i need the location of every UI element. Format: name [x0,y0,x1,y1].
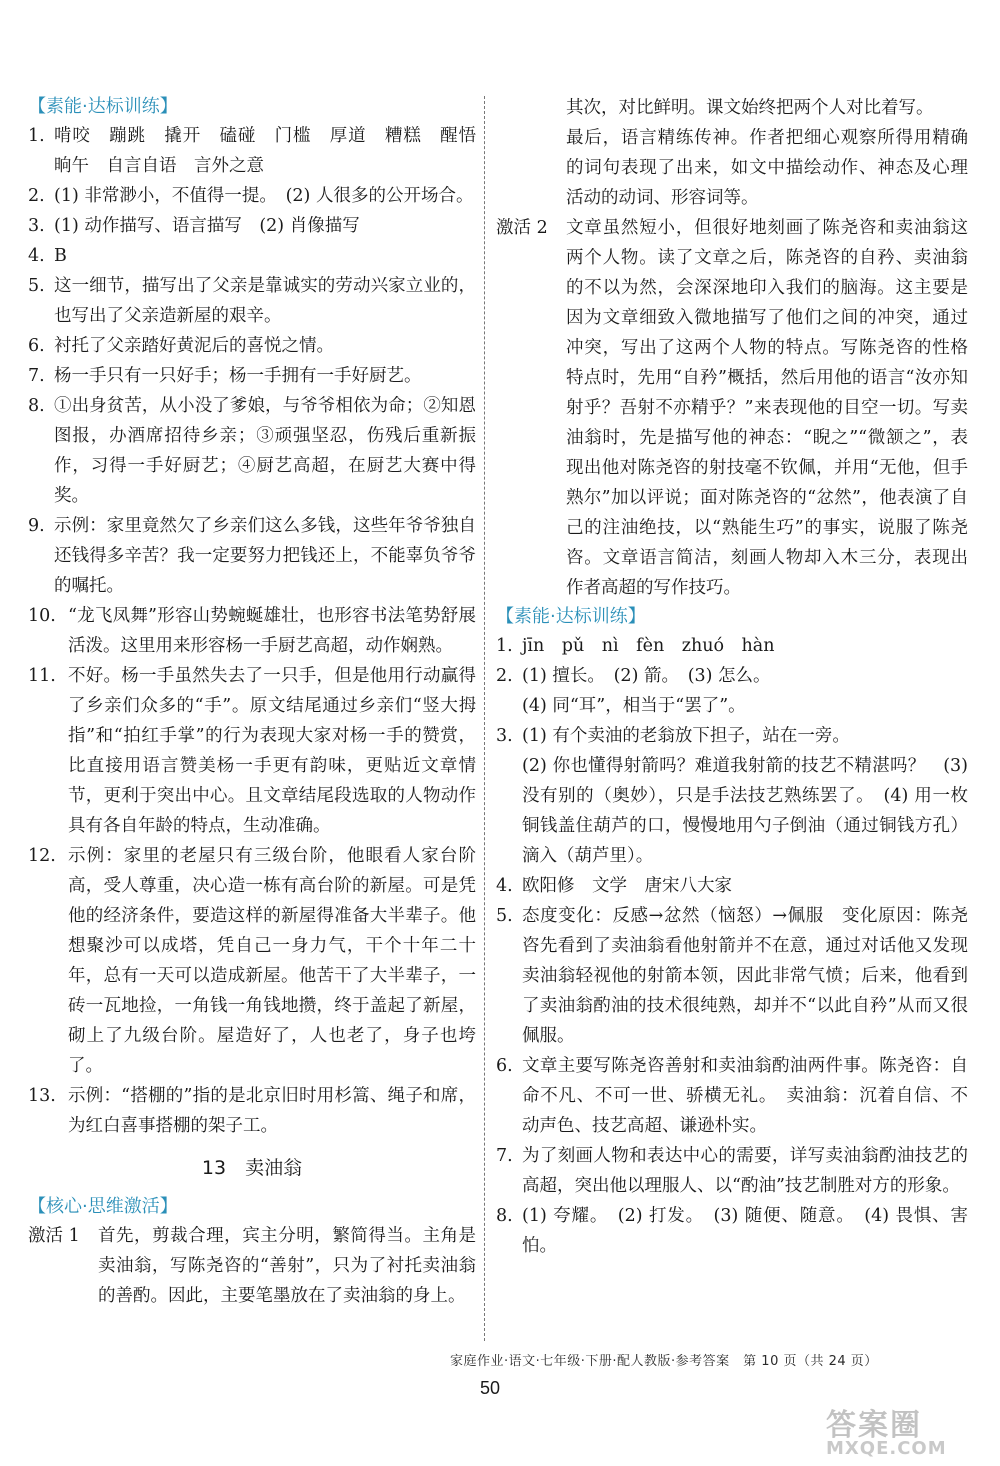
right-item-number: 8. [496,1206,513,1226]
left-item [28,211,476,241]
activation-1-text: 首先，剪裁合理，宾主分明，繁简得当。主角是卖油翁，写陈尧咨的“善射”，只为了衬托卖油翁的善酌。因此，主要笔墨放在了卖油翁的身上。 [98,1226,476,1306]
right-item-number: 7. [496,1146,513,1166]
left-item [28,181,476,211]
right-item-number: 4. [496,876,513,896]
left-item-number: 8. [28,396,45,416]
right-item-text: jīn pǔ nì fèn zhuó hàn [522,636,775,656]
left-item [28,511,476,601]
activation-1-label: 激活 1 [28,1226,80,1246]
left-item [28,361,476,391]
left-item-text: 杨一手只有一只好手；杨一手拥有一手好厨艺。 [54,366,422,386]
left-item [28,601,476,661]
watermark-url: MXQE.COM [826,1438,947,1459]
left-answer-list [28,121,494,1141]
right-item [496,871,968,901]
right-item [496,1201,968,1261]
left-item [28,331,476,361]
left-item-text: 不好。杨一手虽然失去了一只手，但是他用行动赢得了乡亲们众多的“手”。原文结尾通过乡亲们“竖大拇指”和“拍红手掌”的行为表现大家对杨一手的赞赏，比直接用语言赞美杨一手更有韵味，更贴近文章情节，更利于突出中心。且文章结尾段选取的人物动作具有各自年龄的特点，生动准确。 [68,666,476,836]
right-item-text: 文章主要写陈尧咨善射和卖油翁酌油两件事。陈尧咨：自命不凡、不可一世、骄横无礼。 卖油翁：沉着自信、不动声色、技艺高超、谦逊朴实。 [522,1056,968,1136]
left-item-text: (1) 动作描写、语言描写 (2) 肖像描写 [54,216,360,236]
left-item-number: 1. [28,126,45,146]
left-item-number: 13. [28,1086,56,1106]
left-item-number: 7. [28,366,45,386]
right-item-number: 3. [496,726,513,746]
left-item-number: 5. [28,276,45,296]
section-header-practice-2: 【素能·达标训练】 [496,606,646,627]
left-item-number: 9. [28,516,45,536]
right-item-number: 2. [496,666,513,686]
right-answer-list [496,631,968,1261]
left-item-number: 11. [28,666,56,686]
activation-2-text: 文章虽然短小，但很好地刻画了陈尧咨和卖油翁这两个人物。读了文章之后，陈尧咨的自矜、卖油翁的不以为然，会深深地印入我们的脑海。这主要是因为文章细致入微地描写了他们之间的冲突，通过冲突，写出了这两个人物的特点。写陈尧咨的性格特点时，先用“自矜”概括，然后用他的语言“汝亦知射乎？吾射不亦精乎？”来表现他的目空一切。写卖油翁时，先是描写他的神态：“睨之”“微颔之”，表现出他对陈尧咨的射技毫不钦佩，并用“无他，但手熟尔”加以评说；面对陈尧咨的“忿然”，他表演了自己的注油绝技，以“熟能生巧”的事实，说服了陈尧咨。文章语言简洁，刻画人物却入木三分，表现出作者高超的写作技巧。 [566,218,968,598]
activation-1-continued-2: 其次，对比鲜明。课文始终把两个人对比着写。 [566,98,934,118]
activation-1-continued-3: 最后，语言精练传神。作者把细心观察所得用精确的词句表现了出来，如文中描绘动作、神态及心理活动的动词、形容词等。 [566,128,968,208]
right-item [496,661,968,721]
right-item-text: (1) 擅长。 (2) 箭。 (3) 怎么。 (4) 同“耳”，相当于“罢了”。 [522,666,771,716]
left-item [28,271,476,331]
left-item [28,661,476,841]
left-item-text: 示例：家里的老屋只有三级台阶，他眼看人家台阶高，受人尊重，决心造一栋有高台阶的新屋。可是凭他的经济条件，要造这样的新屋得准备大半辈子。他想聚沙可以成塔，凭自己一身力气，干个十年二十年，总有一天可以造成新屋。他苦干了大半辈子，一砖一瓦地捡，一角钱一角钱地攒，终于盖起了新屋，砌上了九级台阶。屋造好了，人也老了，身子也垮了。 [68,846,476,1076]
activation-2-label: 激活 2 [496,218,548,238]
left-item [28,1081,476,1141]
right-column [496,93,968,1261]
left-item-number: 12. [28,846,56,866]
activation-2 [496,213,968,603]
left-item-number: 6. [28,336,45,356]
right-item [496,631,968,661]
left-item-text: 示例：家里竟然欠了乡亲们这么多钱，这些年爷爷独自还钱得多辛苦？我一定要努力把钱还上，不能辜负爷爷的嘱托。 [54,516,476,596]
right-item [496,1141,968,1201]
left-item-number: 10. [28,606,56,626]
left-column [28,93,494,1311]
watermark-logo [826,1400,990,1460]
page-number: 50 [480,1378,501,1398]
right-item-text: 欧阳修 文学 唐宋八大家 [522,876,732,896]
left-item [28,391,476,511]
left-item-text: B [54,246,67,266]
left-item-text: (1) 非常渺小，不值得一提。 (2) 人很多的公开场合。 [54,186,474,206]
left-item-number: 2. [28,186,45,206]
left-item-text: ①出身贫苦，从小没了爹娘，与爷爷相依为命；②知恩图报，办酒席招待乡亲；③顽强坚忍，伤残后重新振作，习得一手好厨艺；④厨艺高超，在厨艺大赛中得奖。 [54,396,476,506]
section-header-activation: 【核心·思维激活】 [28,1196,178,1217]
left-item-text: 示例：“搭棚的”指的是北京旧时用杉篙、绳子和席，为红白喜事搭棚的架子工。 [68,1086,476,1136]
right-item-number: 6. [496,1056,513,1076]
right-item-text: (1) 夸耀。 (2) 打发。 (3) 随便、随意。 (4) 畏惧、害怕。 [522,1206,968,1256]
lesson-title: 13 卖油翁 [201,1157,303,1179]
right-item-number: 1. [496,636,513,656]
right-item-text: (1) 有个卖油的老翁放下担子，站在一旁。 (2) 你也懂得射箭吗？难道我射箭的技艺不精湛吗？ (3) 没有别的（奥妙），只是手法技艺熟练罢了。 (4) 用一枚铜钱盖住葫芦的口，慢慢地用勺子倒油（通过铜钱方孔）滴入（葫芦里）。 [522,726,968,866]
left-item-text: “龙飞凤舞”形容山势蜿蜒雄壮，也形容书法笔势舒展活泼。这里用来形容杨一手厨艺高超，动作娴熟。 [68,606,476,656]
left-item-text: 衬托了父亲踏好黄泥后的喜悦之情。 [54,336,334,356]
watermark-title: 答案圈 [826,1408,922,1443]
left-item-text: 啃咬 蹦跳 撬开 磕碰 门槛 厚道 糟糕 醒悟 晌午 自言自语 言外之意 [54,126,494,176]
page-footer: 家庭作业·语文·七年级·下册·配人教版·参考答案 第 10 页（共 24 页） [450,1354,878,1369]
left-item [28,121,494,181]
right-item-text: 态度变化：反感→忿然（恼怒）→佩服 变化原因：陈尧咨先看到了卖油翁看他射箭并不在意，通过对话他又发现卖油翁轻视他的射箭本领，因此非常气愤；后来，他看到了卖油翁酌油的技术很纯熟，却并不“以此自矜”从而又很佩服。 [522,906,968,1046]
left-item-number: 4. [28,246,45,266]
right-item [496,1051,968,1141]
column-divider [484,96,485,1341]
right-item [496,721,968,871]
right-item-text: 为了刻画人物和表达中心的需要，详写卖油翁酌油技艺的高超，突出他以理服人、以“酌油”技艺制胜对方的形象。 [522,1146,968,1196]
left-item-number: 3. [28,216,45,236]
activation-1 [28,1221,476,1311]
left-item-text: 这一细节，描写出了父亲是靠诚实的劳动兴家立业的，也写出了父亲造新屋的艰辛。 [54,276,476,326]
left-item [28,841,476,1081]
right-item-number: 5. [496,906,513,926]
section-header-practice: 【素能·达标训练】 [28,96,178,117]
left-item [28,241,476,271]
right-item [496,901,968,1051]
